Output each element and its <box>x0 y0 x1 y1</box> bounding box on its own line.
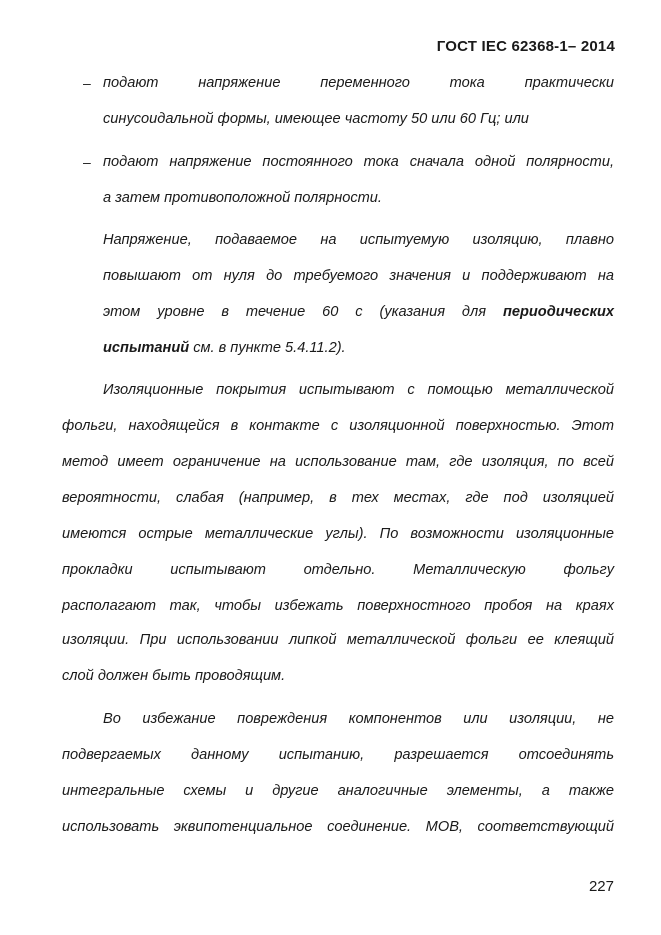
bullet-2-line-1: подают напряжение постоянного тока сначала одной полярности, <box>103 154 614 170</box>
para2-line: вероятности, слабая (например, в тех местах, где под изоляцией <box>62 490 614 506</box>
para2-line: располагают так, чтобы избежать поверхностного пробоя на краях <box>62 598 614 614</box>
para1-line-4-text: см. в пункте 5.4.11.2). <box>189 340 346 356</box>
bullet-2-line-2: а затем противоположной полярности. <box>103 190 382 206</box>
para1-line-4-bold: испытаний <box>103 340 190 356</box>
para3-line: интегральные схемы и другие аналогичные элементы, а также <box>62 783 614 799</box>
para2-line: слой должен быть проводящим. <box>62 668 286 684</box>
para1-line-3-bold: периодических <box>502 304 614 320</box>
para3-line: использовать эквипотенциальное соединение. МОВ, соответствующий <box>62 819 614 835</box>
bullet-1-line-1: подают напряжение переменного тока практически <box>103 75 614 91</box>
para2-line: фольги, находящейся в контакте с изоляционной поверхностью. Этот <box>62 418 614 434</box>
para3-line: Во избежание повреждения компонентов или изоляции, не <box>103 711 614 727</box>
para2-line: Изоляционные покрытия испытывают с помощью металлической <box>103 382 614 398</box>
bullet-dash: – <box>83 75 91 91</box>
bullet-dash: – <box>83 154 91 170</box>
para2-line: имеются острые металлические углы). По возможности изоляционные <box>62 526 614 542</box>
document-header: ГОСТ IEC 62368-1– 2014 <box>436 38 615 55</box>
para1-line-4 <box>103 338 346 358</box>
para3-line: подвергаемых данному испытанию, разрешается отсоединять <box>62 747 614 763</box>
page-number: 227 <box>588 878 614 895</box>
para2-line: прокладки испытывают отдельно. Металлическую фольгу <box>62 562 614 578</box>
para1-line-1: Напряжение, подаваемое на испытуемую изоляцию, плавно <box>103 232 614 248</box>
para2-line: изоляции. При использовании липкой металлической фольги ее клеящий <box>62 632 614 648</box>
para1-line-2: повышают от нуля до требуемого значения и поддерживают на <box>103 268 614 284</box>
bullet-1-line-2: синусоидальной формы, имеющее частоту 50 или 60 Гц; или <box>103 111 529 127</box>
para2-line: метод имеет ограничение на использование там, где изоляция, по всей <box>62 454 614 470</box>
para1-line-3-text: этом уровне в течение 60 с (указания для <box>103 304 487 320</box>
para1-line-3 <box>103 302 614 322</box>
